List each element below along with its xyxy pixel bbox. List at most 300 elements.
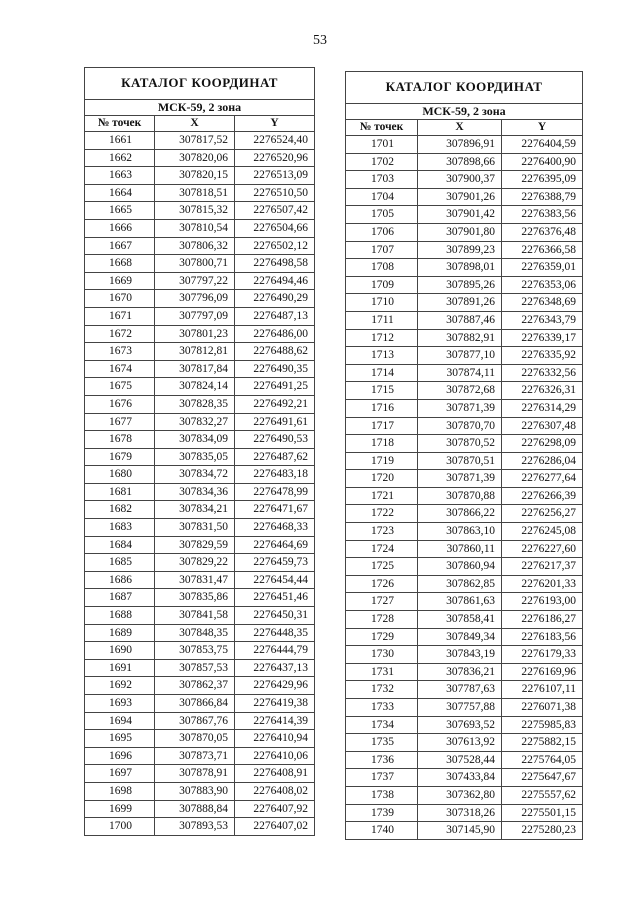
y-coordinate-cell: 2276298,09 xyxy=(502,435,583,453)
point-number-cell: 1668 xyxy=(85,255,155,273)
table-row xyxy=(346,223,583,241)
table-row xyxy=(346,294,583,312)
y-coordinate-cell: 2276490,29 xyxy=(235,290,315,308)
x-coordinate-cell: 307870,88 xyxy=(418,487,502,505)
y-coordinate-cell: 2276266,39 xyxy=(502,487,583,505)
x-coordinate-cell: 307812,81 xyxy=(155,343,235,361)
table-row xyxy=(346,259,583,277)
column-header-y: Y xyxy=(235,116,315,132)
table-row xyxy=(346,593,583,611)
y-coordinate-cell: 2276520,96 xyxy=(235,149,315,167)
table-row xyxy=(85,765,315,783)
y-coordinate-cell: 2276492,21 xyxy=(235,395,315,413)
point-number-cell: 1737 xyxy=(346,769,418,787)
table-row xyxy=(85,747,315,765)
y-coordinate-cell: 2276277,64 xyxy=(502,470,583,488)
x-coordinate-cell: 307901,42 xyxy=(418,206,502,224)
table-row xyxy=(346,136,583,154)
x-coordinate-cell: 307817,84 xyxy=(155,360,235,378)
point-number-cell: 1667 xyxy=(85,237,155,255)
y-coordinate-cell: 2276359,01 xyxy=(502,259,583,277)
point-number-cell: 1710 xyxy=(346,294,418,312)
point-number-cell: 1704 xyxy=(346,188,418,206)
point-number-cell: 1674 xyxy=(85,360,155,378)
x-coordinate-cell: 307883,90 xyxy=(155,782,235,800)
point-number-cell: 1686 xyxy=(85,571,155,589)
y-coordinate-cell: 2276071,38 xyxy=(502,699,583,717)
x-coordinate-cell: 307872,68 xyxy=(418,382,502,400)
x-coordinate-cell: 307820,06 xyxy=(155,149,235,167)
y-coordinate-cell: 2276490,53 xyxy=(235,431,315,449)
table-row xyxy=(346,628,583,646)
y-coordinate-cell: 2276491,25 xyxy=(235,378,315,396)
table-row xyxy=(346,540,583,558)
point-number-cell: 1696 xyxy=(85,747,155,765)
y-coordinate-cell: 2276510,50 xyxy=(235,184,315,202)
y-coordinate-cell: 2276419,38 xyxy=(235,695,315,713)
x-coordinate-cell: 307862,37 xyxy=(155,677,235,695)
y-coordinate-cell: 2276410,06 xyxy=(235,747,315,765)
x-coordinate-cell: 307862,85 xyxy=(418,575,502,593)
x-coordinate-cell: 307433,84 xyxy=(418,769,502,787)
table-row xyxy=(346,699,583,717)
point-number-cell: 1718 xyxy=(346,435,418,453)
x-coordinate-cell: 307796,09 xyxy=(155,290,235,308)
y-coordinate-cell: 2276454,44 xyxy=(235,571,315,589)
table-row xyxy=(85,659,315,677)
y-coordinate-cell: 2276491,61 xyxy=(235,413,315,431)
point-number-cell: 1666 xyxy=(85,219,155,237)
catalog-title: КАТАЛОГ КООРДИНАТ xyxy=(346,72,583,104)
table-row xyxy=(346,417,583,435)
table-row xyxy=(85,782,315,800)
point-number-cell: 1739 xyxy=(346,804,418,822)
x-coordinate-cell: 307835,05 xyxy=(155,448,235,466)
point-number-cell: 1723 xyxy=(346,523,418,541)
coordinate-system-zone: МСК-59, 2 зона xyxy=(346,104,583,120)
x-coordinate-cell: 307528,44 xyxy=(418,751,502,769)
point-number-cell: 1670 xyxy=(85,290,155,308)
table-row xyxy=(346,769,583,787)
point-number-cell: 1687 xyxy=(85,589,155,607)
table-row xyxy=(346,523,583,541)
column-header-x: X xyxy=(155,116,235,132)
table-row xyxy=(85,519,315,537)
table-row xyxy=(346,681,583,699)
y-coordinate-cell: 2276414,39 xyxy=(235,712,315,730)
table-row xyxy=(346,470,583,488)
x-coordinate-cell: 307870,52 xyxy=(418,435,502,453)
point-number-cell: 1663 xyxy=(85,167,155,185)
point-number-cell: 1715 xyxy=(346,382,418,400)
point-number-cell: 1702 xyxy=(346,153,418,171)
point-number-cell: 1684 xyxy=(85,536,155,554)
table-row xyxy=(85,413,315,431)
table-row xyxy=(346,364,583,382)
table-row xyxy=(85,730,315,748)
y-coordinate-cell: 2276245,08 xyxy=(502,523,583,541)
point-number-cell: 1707 xyxy=(346,241,418,259)
table-row xyxy=(346,206,583,224)
x-coordinate-cell: 307874,11 xyxy=(418,364,502,382)
x-coordinate-cell: 307757,88 xyxy=(418,699,502,717)
x-coordinate-cell: 307318,26 xyxy=(418,804,502,822)
y-coordinate-cell: 2276507,42 xyxy=(235,202,315,220)
table-row xyxy=(85,132,315,150)
x-coordinate-cell: 307841,58 xyxy=(155,607,235,625)
point-number-cell: 1728 xyxy=(346,611,418,629)
y-coordinate-cell: 2276513,09 xyxy=(235,167,315,185)
x-coordinate-cell: 307834,21 xyxy=(155,501,235,519)
point-number-cell: 1693 xyxy=(85,695,155,713)
table-row xyxy=(85,184,315,202)
x-coordinate-cell: 307870,70 xyxy=(418,417,502,435)
x-coordinate-cell: 307877,10 xyxy=(418,347,502,365)
point-number-cell: 1691 xyxy=(85,659,155,677)
point-number-cell: 1681 xyxy=(85,483,155,501)
point-number-cell: 1683 xyxy=(85,519,155,537)
point-number-cell: 1720 xyxy=(346,470,418,488)
x-coordinate-cell: 307866,84 xyxy=(155,695,235,713)
y-coordinate-cell: 2275647,67 xyxy=(502,769,583,787)
y-coordinate-cell: 2276407,02 xyxy=(235,818,315,836)
point-number-cell: 1716 xyxy=(346,399,418,417)
point-number-cell: 1729 xyxy=(346,628,418,646)
table-row xyxy=(346,646,583,664)
point-number-cell: 1705 xyxy=(346,206,418,224)
x-coordinate-cell: 307834,72 xyxy=(155,466,235,484)
table-row xyxy=(85,395,315,413)
point-number-cell: 1717 xyxy=(346,417,418,435)
y-coordinate-cell: 2276451,46 xyxy=(235,589,315,607)
x-coordinate-cell: 307145,90 xyxy=(418,822,502,840)
y-coordinate-cell: 2276486,00 xyxy=(235,325,315,343)
y-coordinate-cell: 2276459,73 xyxy=(235,554,315,572)
table-row xyxy=(85,219,315,237)
table-row xyxy=(85,466,315,484)
x-coordinate-cell: 307834,09 xyxy=(155,431,235,449)
x-coordinate-cell: 307835,86 xyxy=(155,589,235,607)
x-coordinate-cell: 307362,80 xyxy=(418,786,502,804)
y-coordinate-cell: 2276388,79 xyxy=(502,188,583,206)
y-coordinate-cell: 2276343,79 xyxy=(502,311,583,329)
table-row xyxy=(85,571,315,589)
x-coordinate-cell: 307824,14 xyxy=(155,378,235,396)
y-coordinate-cell: 2276448,35 xyxy=(235,624,315,642)
table-row xyxy=(85,536,315,554)
x-coordinate-cell: 307815,32 xyxy=(155,202,235,220)
table-row xyxy=(85,712,315,730)
x-coordinate-cell: 307896,91 xyxy=(418,136,502,154)
table-row xyxy=(85,431,315,449)
column-header-point-number: № точек xyxy=(85,116,155,132)
point-number-cell: 1665 xyxy=(85,202,155,220)
point-number-cell: 1692 xyxy=(85,677,155,695)
point-number-cell: 1734 xyxy=(346,716,418,734)
x-coordinate-cell: 307871,39 xyxy=(418,399,502,417)
x-coordinate-cell: 307866,22 xyxy=(418,505,502,523)
x-coordinate-cell: 307836,21 xyxy=(418,663,502,681)
table-row xyxy=(346,611,583,629)
table-row xyxy=(85,360,315,378)
x-coordinate-cell: 307817,52 xyxy=(155,132,235,150)
y-coordinate-cell: 2276407,92 xyxy=(235,800,315,818)
x-coordinate-cell: 307834,36 xyxy=(155,483,235,501)
table-row xyxy=(85,167,315,185)
y-coordinate-cell: 2276444,79 xyxy=(235,642,315,660)
table-row xyxy=(346,311,583,329)
table-row xyxy=(85,290,315,308)
x-coordinate-cell: 307857,53 xyxy=(155,659,235,677)
x-coordinate-cell: 307867,76 xyxy=(155,712,235,730)
x-coordinate-cell: 307831,50 xyxy=(155,519,235,537)
y-coordinate-cell: 2276286,04 xyxy=(502,452,583,470)
point-number-cell: 1730 xyxy=(346,646,418,664)
y-coordinate-cell: 2275985,83 xyxy=(502,716,583,734)
table-row xyxy=(85,800,315,818)
x-coordinate-cell: 307843,19 xyxy=(418,646,502,664)
x-coordinate-cell: 307870,51 xyxy=(418,452,502,470)
x-coordinate-cell: 307860,11 xyxy=(418,540,502,558)
point-number-cell: 1711 xyxy=(346,311,418,329)
y-coordinate-cell: 2276169,96 xyxy=(502,663,583,681)
y-coordinate-cell: 2276256,27 xyxy=(502,505,583,523)
x-coordinate-cell: 307898,66 xyxy=(418,153,502,171)
y-coordinate-cell: 2276339,17 xyxy=(502,329,583,347)
y-coordinate-cell: 2276107,11 xyxy=(502,681,583,699)
table-body xyxy=(85,132,315,836)
table-row xyxy=(85,272,315,290)
table-row xyxy=(85,589,315,607)
x-coordinate-cell: 307849,34 xyxy=(418,628,502,646)
table-row xyxy=(85,325,315,343)
table-row xyxy=(85,378,315,396)
x-coordinate-cell: 307787,63 xyxy=(418,681,502,699)
y-coordinate-cell: 2276468,33 xyxy=(235,519,315,537)
y-coordinate-cell: 2276400,90 xyxy=(502,153,583,171)
x-coordinate-cell: 307861,63 xyxy=(418,593,502,611)
x-coordinate-cell: 307810,54 xyxy=(155,219,235,237)
table-row xyxy=(346,171,583,189)
table-row xyxy=(346,329,583,347)
table-row xyxy=(85,255,315,273)
y-coordinate-cell: 2276335,92 xyxy=(502,347,583,365)
table-row xyxy=(346,276,583,294)
table-row xyxy=(85,483,315,501)
y-coordinate-cell: 2276488,62 xyxy=(235,343,315,361)
point-number-cell: 1735 xyxy=(346,734,418,752)
y-coordinate-cell: 2276307,48 xyxy=(502,417,583,435)
y-coordinate-cell: 2276353,06 xyxy=(502,276,583,294)
y-coordinate-cell: 2276490,35 xyxy=(235,360,315,378)
x-coordinate-cell: 307891,26 xyxy=(418,294,502,312)
x-coordinate-cell: 307860,94 xyxy=(418,558,502,576)
x-coordinate-cell: 307832,27 xyxy=(155,413,235,431)
y-coordinate-cell: 2276314,29 xyxy=(502,399,583,417)
point-number-cell: 1661 xyxy=(85,132,155,150)
point-number-cell: 1719 xyxy=(346,452,418,470)
y-coordinate-cell: 2276326,31 xyxy=(502,382,583,400)
table-row xyxy=(346,734,583,752)
x-coordinate-cell: 307901,26 xyxy=(418,188,502,206)
x-coordinate-cell: 307848,35 xyxy=(155,624,235,642)
y-coordinate-cell: 2276437,13 xyxy=(235,659,315,677)
x-coordinate-cell: 307818,51 xyxy=(155,184,235,202)
table-row xyxy=(346,716,583,734)
y-coordinate-cell: 2276498,58 xyxy=(235,255,315,273)
y-coordinate-cell: 2276201,33 xyxy=(502,575,583,593)
table-row xyxy=(85,237,315,255)
y-coordinate-cell: 2275557,62 xyxy=(502,786,583,804)
point-number-cell: 1673 xyxy=(85,343,155,361)
y-coordinate-cell: 2276383,56 xyxy=(502,206,583,224)
point-number-cell: 1733 xyxy=(346,699,418,717)
y-coordinate-cell: 2276408,91 xyxy=(235,765,315,783)
y-coordinate-cell: 2276487,13 xyxy=(235,307,315,325)
y-coordinate-cell: 2275501,15 xyxy=(502,804,583,822)
y-coordinate-cell: 2276366,58 xyxy=(502,241,583,259)
point-number-cell: 1714 xyxy=(346,364,418,382)
point-number-cell: 1694 xyxy=(85,712,155,730)
point-number-cell: 1676 xyxy=(85,395,155,413)
x-coordinate-cell: 307901,80 xyxy=(418,223,502,241)
y-coordinate-cell: 2276429,96 xyxy=(235,677,315,695)
point-number-cell: 1697 xyxy=(85,765,155,783)
table-row xyxy=(85,202,315,220)
table-row xyxy=(346,241,583,259)
point-number-cell: 1724 xyxy=(346,540,418,558)
y-coordinate-cell: 2276404,59 xyxy=(502,136,583,154)
y-coordinate-cell: 2276502,12 xyxy=(235,237,315,255)
point-number-cell: 1727 xyxy=(346,593,418,611)
page-number: 53 xyxy=(313,33,327,48)
point-number-cell: 1712 xyxy=(346,329,418,347)
x-coordinate-cell: 307853,75 xyxy=(155,642,235,660)
table-row xyxy=(346,505,583,523)
point-number-cell: 1695 xyxy=(85,730,155,748)
table-row xyxy=(85,607,315,625)
point-number-cell: 1708 xyxy=(346,259,418,277)
x-coordinate-cell: 307797,22 xyxy=(155,272,235,290)
x-coordinate-cell: 307871,39 xyxy=(418,470,502,488)
catalog-title: КАТАЛОГ КООРДИНАТ xyxy=(85,68,315,100)
point-number-cell: 1721 xyxy=(346,487,418,505)
point-number-cell: 1713 xyxy=(346,347,418,365)
x-coordinate-cell: 307693,52 xyxy=(418,716,502,734)
x-coordinate-cell: 307893,53 xyxy=(155,818,235,836)
y-coordinate-cell: 2275882,15 xyxy=(502,734,583,752)
point-number-cell: 1726 xyxy=(346,575,418,593)
column-header-y: Y xyxy=(502,120,583,136)
y-coordinate-cell: 2276193,00 xyxy=(502,593,583,611)
table-row xyxy=(346,435,583,453)
y-coordinate-cell: 2276348,69 xyxy=(502,294,583,312)
x-coordinate-cell: 307806,32 xyxy=(155,237,235,255)
table-row xyxy=(85,642,315,660)
table-row xyxy=(346,382,583,400)
table-row xyxy=(85,554,315,572)
x-coordinate-cell: 307613,92 xyxy=(418,734,502,752)
table-row xyxy=(346,663,583,681)
table-row xyxy=(85,343,315,361)
y-coordinate-cell: 2276186,27 xyxy=(502,611,583,629)
table-row xyxy=(85,307,315,325)
x-coordinate-cell: 307888,84 xyxy=(155,800,235,818)
table-row xyxy=(85,448,315,466)
table-row xyxy=(346,188,583,206)
x-coordinate-cell: 307820,15 xyxy=(155,167,235,185)
x-coordinate-cell: 307870,05 xyxy=(155,730,235,748)
y-coordinate-cell: 2276332,56 xyxy=(502,364,583,382)
y-coordinate-cell: 2276395,09 xyxy=(502,171,583,189)
table-row xyxy=(346,751,583,769)
table-row xyxy=(346,347,583,365)
point-number-cell: 1706 xyxy=(346,223,418,241)
table-row xyxy=(346,558,583,576)
y-coordinate-cell: 2276464,69 xyxy=(235,536,315,554)
table-row xyxy=(85,695,315,713)
point-number-cell: 1679 xyxy=(85,448,155,466)
y-coordinate-cell: 2276494,46 xyxy=(235,272,315,290)
table-row xyxy=(85,818,315,836)
coordinate-system-zone: МСК-59, 2 зона xyxy=(85,100,315,116)
y-coordinate-cell: 2276179,33 xyxy=(502,646,583,664)
y-coordinate-cell: 2276504,66 xyxy=(235,219,315,237)
x-coordinate-cell: 307899,23 xyxy=(418,241,502,259)
x-coordinate-cell: 307878,91 xyxy=(155,765,235,783)
table-row xyxy=(346,822,583,840)
x-coordinate-cell: 307801,23 xyxy=(155,325,235,343)
point-number-cell: 1703 xyxy=(346,171,418,189)
y-coordinate-cell: 2276408,02 xyxy=(235,782,315,800)
point-number-cell: 1722 xyxy=(346,505,418,523)
table-row xyxy=(85,501,315,519)
x-coordinate-cell: 307863,10 xyxy=(418,523,502,541)
y-coordinate-cell: 2275764,05 xyxy=(502,751,583,769)
y-coordinate-cell: 2276450,31 xyxy=(235,607,315,625)
point-number-cell: 1669 xyxy=(85,272,155,290)
x-coordinate-cell: 307882,91 xyxy=(418,329,502,347)
x-coordinate-cell: 307873,71 xyxy=(155,747,235,765)
y-coordinate-cell: 2276217,37 xyxy=(502,558,583,576)
x-coordinate-cell: 307831,47 xyxy=(155,571,235,589)
point-number-cell: 1662 xyxy=(85,149,155,167)
y-coordinate-cell: 2276483,18 xyxy=(235,466,315,484)
point-number-cell: 1678 xyxy=(85,431,155,449)
point-number-cell: 1740 xyxy=(346,822,418,840)
point-number-cell: 1664 xyxy=(85,184,155,202)
point-number-cell: 1698 xyxy=(85,782,155,800)
x-coordinate-cell: 307858,41 xyxy=(418,611,502,629)
y-coordinate-cell: 2275280,23 xyxy=(502,822,583,840)
y-coordinate-cell: 2276376,48 xyxy=(502,223,583,241)
x-coordinate-cell: 307828,35 xyxy=(155,395,235,413)
point-number-cell: 1672 xyxy=(85,325,155,343)
point-number-cell: 1709 xyxy=(346,276,418,294)
x-coordinate-cell: 307800,71 xyxy=(155,255,235,273)
point-number-cell: 1701 xyxy=(346,136,418,154)
x-coordinate-cell: 307829,22 xyxy=(155,554,235,572)
table-row xyxy=(346,786,583,804)
point-number-cell: 1690 xyxy=(85,642,155,660)
point-number-cell: 1689 xyxy=(85,624,155,642)
y-coordinate-cell: 2276410,94 xyxy=(235,730,315,748)
point-number-cell: 1682 xyxy=(85,501,155,519)
x-coordinate-cell: 307900,37 xyxy=(418,171,502,189)
point-number-cell: 1685 xyxy=(85,554,155,572)
table-row xyxy=(85,149,315,167)
point-number-cell: 1732 xyxy=(346,681,418,699)
